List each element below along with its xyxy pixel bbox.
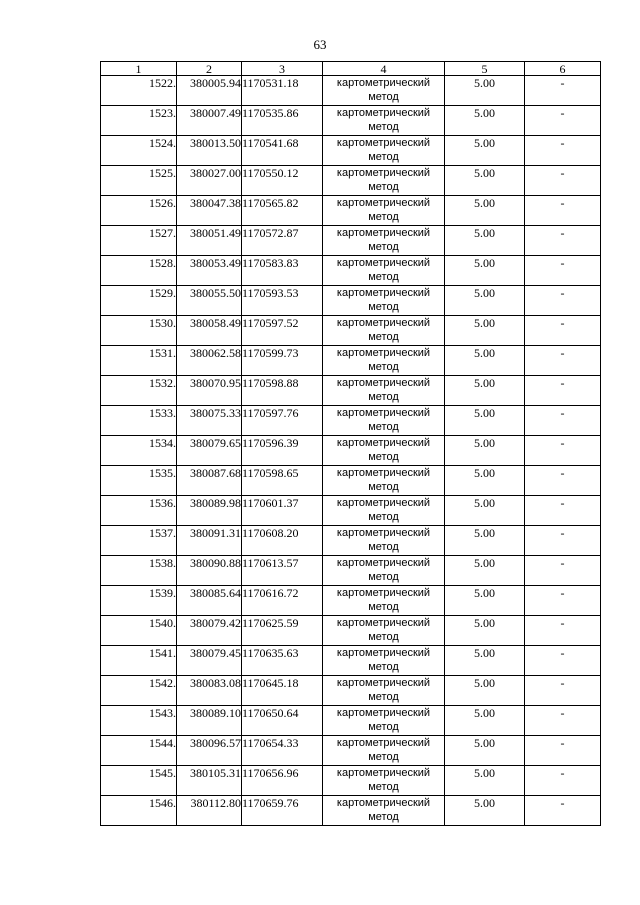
method-cell: картометрический метод [323,76,445,106]
accuracy-cell: 5.00 [445,706,525,736]
accuracy-cell: 5.00 [445,676,525,706]
y-coordinate-cell: 1170535.86 [242,106,323,136]
y-coordinate-cell: 1170597.52 [242,316,323,346]
x-coordinate-cell: 380058.49 [177,316,242,346]
y-coordinate-cell: 1170597.76 [242,406,323,436]
table-row [101,286,601,316]
method-cell: картометрический метод [323,106,445,136]
point-number-cell: 1529. [101,286,177,316]
point-number-cell: 1528. [101,256,177,286]
table-row [101,736,601,766]
point-number-cell: 1538. [101,556,177,586]
point-number-cell: 1534. [101,436,177,466]
header-col-6: 6 [525,62,601,76]
note-cell: - [525,526,601,556]
accuracy-cell: 5.00 [445,496,525,526]
x-coordinate-cell: 380075.33 [177,406,242,436]
header-col-1: 1 [101,62,177,76]
y-coordinate-cell: 1170654.33 [242,736,323,766]
note-cell: - [525,166,601,196]
note-cell: - [525,706,601,736]
method-cell: картометрический метод [323,616,445,646]
method-cell: картометрический метод [323,706,445,736]
y-coordinate-cell: 1170601.37 [242,496,323,526]
note-cell: - [525,556,601,586]
x-coordinate-cell: 380105.31 [177,766,242,796]
note-cell: - [525,736,601,766]
note-cell: - [525,796,601,826]
accuracy-cell: 5.00 [445,256,525,286]
note-cell: - [525,496,601,526]
method-cell: картометрический метод [323,496,445,526]
table-row [101,586,601,616]
accuracy-cell: 5.00 [445,586,525,616]
table-row [101,256,601,286]
note-cell: - [525,196,601,226]
point-number-cell: 1526. [101,196,177,226]
x-coordinate-cell: 380096.57 [177,736,242,766]
note-cell: - [525,646,601,676]
method-cell: картометрический метод [323,766,445,796]
x-coordinate-cell: 380079.45 [177,646,242,676]
table-row [101,616,601,646]
point-number-cell: 1532. [101,376,177,406]
accuracy-cell: 5.00 [445,286,525,316]
point-number-cell: 1522. [101,76,177,106]
x-coordinate-cell: 380051.49 [177,226,242,256]
method-cell: картометрический метод [323,526,445,556]
method-cell: картометрический метод [323,346,445,376]
y-coordinate-cell: 1170613.57 [242,556,323,586]
table-row [101,436,601,466]
table-row [101,346,601,376]
method-cell: картометрический метод [323,676,445,706]
x-coordinate-cell: 380090.88 [177,556,242,586]
page-number: 63 [313,37,327,52]
note-cell: - [525,286,601,316]
y-coordinate-cell: 1170659.76 [242,796,323,826]
point-number-cell: 1524. [101,136,177,166]
table-row [101,376,601,406]
note-cell: - [525,106,601,136]
accuracy-cell: 5.00 [445,196,525,226]
x-coordinate-cell: 380083.08 [177,676,242,706]
y-coordinate-cell: 1170565.82 [242,196,323,226]
y-coordinate-cell: 1170550.12 [242,166,323,196]
method-cell: картометрический метод [323,286,445,316]
table-row [101,706,601,736]
table-row [101,796,601,826]
accuracy-cell: 5.00 [445,766,525,796]
method-cell: картометрический метод [323,256,445,286]
y-coordinate-cell: 1170645.18 [242,676,323,706]
x-coordinate-cell: 380070.95 [177,376,242,406]
point-number-cell: 1533. [101,406,177,436]
table-row [101,526,601,556]
note-cell: - [525,766,601,796]
note-cell: - [525,346,601,376]
x-coordinate-cell: 380047.38 [177,196,242,226]
method-cell: картометрический метод [323,406,445,436]
note-cell: - [525,76,601,106]
x-coordinate-cell: 380091.31 [177,526,242,556]
accuracy-cell: 5.00 [445,556,525,586]
table-row [101,556,601,586]
accuracy-cell: 5.00 [445,346,525,376]
point-number-cell: 1544. [101,736,177,766]
accuracy-cell: 5.00 [445,466,525,496]
table-row [101,316,601,346]
y-coordinate-cell: 1170635.63 [242,646,323,676]
table-row [101,106,601,136]
accuracy-cell: 5.00 [445,436,525,466]
accuracy-cell: 5.00 [445,736,525,766]
x-coordinate-cell: 380079.65 [177,436,242,466]
method-cell: картометрический метод [323,136,445,166]
accuracy-cell: 5.00 [445,376,525,406]
point-number-cell: 1530. [101,316,177,346]
note-cell: - [525,436,601,466]
x-coordinate-cell: 380027.00 [177,166,242,196]
table-row [101,766,601,796]
header-col-3: 3 [242,62,323,76]
point-number-cell: 1537. [101,526,177,556]
method-cell: картометрический метод [323,646,445,676]
y-coordinate-cell: 1170541.68 [242,136,323,166]
point-number-cell: 1535. [101,466,177,496]
y-coordinate-cell: 1170583.83 [242,256,323,286]
method-cell: картометрический метод [323,736,445,766]
method-cell: картометрический метод [323,166,445,196]
accuracy-cell: 5.00 [445,616,525,646]
table-row [101,196,601,226]
x-coordinate-cell: 380062.58 [177,346,242,376]
note-cell: - [525,586,601,616]
point-number-cell: 1543. [101,706,177,736]
x-coordinate-cell: 380079.42 [177,616,242,646]
table-row [101,466,601,496]
x-coordinate-cell: 380085.64 [177,586,242,616]
point-number-cell: 1536. [101,496,177,526]
method-cell: картометрический метод [323,376,445,406]
method-cell: картометрический метод [323,556,445,586]
accuracy-cell: 5.00 [445,646,525,676]
x-coordinate-cell: 380055.50 [177,286,242,316]
method-cell: картометрический метод [323,586,445,616]
accuracy-cell: 5.00 [445,106,525,136]
y-coordinate-cell: 1170598.88 [242,376,323,406]
table-row [101,646,601,676]
x-coordinate-cell: 380087.68 [177,466,242,496]
table-row [101,166,601,196]
point-number-cell: 1531. [101,346,177,376]
point-number-cell: 1540. [101,616,177,646]
note-cell: - [525,226,601,256]
point-number-cell: 1527. [101,226,177,256]
x-coordinate-cell: 380089.10 [177,706,242,736]
note-cell: - [525,616,601,646]
point-number-cell: 1539. [101,586,177,616]
y-coordinate-cell: 1170593.53 [242,286,323,316]
accuracy-cell: 5.00 [445,166,525,196]
header-col-2: 2 [177,62,242,76]
note-cell: - [525,676,601,706]
note-cell: - [525,466,601,496]
note-cell: - [525,406,601,436]
point-number-cell: 1523. [101,106,177,136]
accuracy-cell: 5.00 [445,796,525,826]
accuracy-cell: 5.00 [445,76,525,106]
accuracy-cell: 5.00 [445,526,525,556]
y-coordinate-cell: 1170650.64 [242,706,323,736]
x-coordinate-cell: 380005.94 [177,76,242,106]
y-coordinate-cell: 1170608.20 [242,526,323,556]
accuracy-cell: 5.00 [445,316,525,346]
table-header-row [101,62,601,76]
y-coordinate-cell: 1170596.39 [242,436,323,466]
x-coordinate-cell: 380013.50 [177,136,242,166]
table-row [101,136,601,166]
x-coordinate-cell: 380053.49 [177,256,242,286]
method-cell: картометрический метод [323,436,445,466]
y-coordinate-cell: 1170531.18 [242,76,323,106]
accuracy-cell: 5.00 [445,406,525,436]
note-cell: - [525,256,601,286]
table-row [101,496,601,526]
note-cell: - [525,136,601,166]
y-coordinate-cell: 1170625.59 [242,616,323,646]
y-coordinate-cell: 1170616.72 [242,586,323,616]
point-number-cell: 1542. [101,676,177,706]
method-cell: картометрический метод [323,316,445,346]
method-cell: картометрический метод [323,196,445,226]
method-cell: картометрический метод [323,226,445,256]
table-row [101,406,601,436]
y-coordinate-cell: 1170656.96 [242,766,323,796]
table-row [101,676,601,706]
point-number-cell: 1546. [101,796,177,826]
y-coordinate-cell: 1170572.87 [242,226,323,256]
x-coordinate-cell: 380089.98 [177,496,242,526]
point-number-cell: 1525. [101,166,177,196]
header-col-4: 4 [323,62,445,76]
y-coordinate-cell: 1170599.73 [242,346,323,376]
method-cell: картометрический метод [323,796,445,826]
table-row [101,226,601,256]
point-number-cell: 1541. [101,646,177,676]
header-col-5: 5 [445,62,525,76]
accuracy-cell: 5.00 [445,136,525,166]
accuracy-cell: 5.00 [445,226,525,256]
coordinates-table [100,61,601,826]
point-number-cell: 1545. [101,766,177,796]
note-cell: - [525,316,601,346]
table-row [101,76,601,106]
note-cell: - [525,376,601,406]
y-coordinate-cell: 1170598.65 [242,466,323,496]
x-coordinate-cell: 380112.80 [177,796,242,826]
method-cell: картометрический метод [323,466,445,496]
x-coordinate-cell: 380007.49 [177,106,242,136]
